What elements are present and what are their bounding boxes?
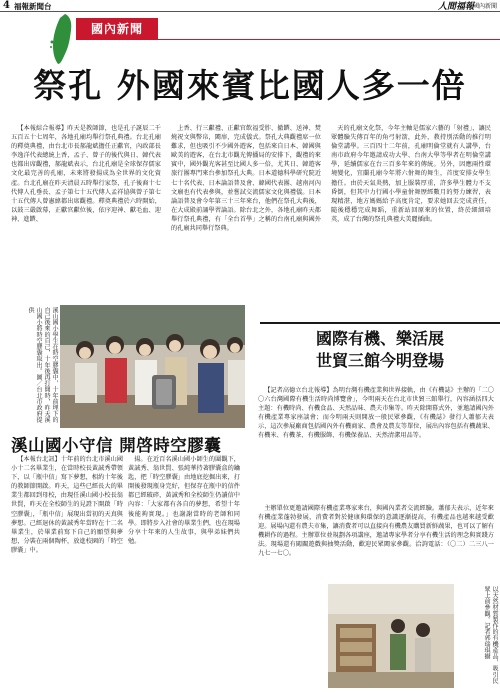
story3-column-1: 【記者高德立台北報導】為明台灣有機產業與世界接軌，由《有機誌》主辦的「二〇〇六台灣國際有機生活時尚博覽會」，今明兩天在台北市世貿三館舉行，內容涵括四大主題：有機時尚、有機食品、天然品味、農夫市集等。昨天除開幕式外，並邀請國內外有機產業專家座談會；而今明兩天則開放一般民眾參觀，《有機誌》發行人蕭郁夫表示，這次參展廠商包括國內外有機商家、農會及農友等單位，展出內容包括有機蔬果、有機米、有機茶、有機服飾、有機保養品、天然清潔用品等。 (258, 387, 494, 440)
section-divider (158, 39, 500, 40)
main-article-column-2: 上香、行三獻禮、正獻官飲福受胙、撤饌、送神、焚燒祝文與幣帛，闔扉，完成儀式。祭孔大典觀禮席一位難求，但也吸引不少國外遊客，包括來自日本、韓國與歐美的遊客，在台北市觀光傳播局的安排下，觀禮的來賓中，國外觀光客甚至比國人多一倍，尤其日、韓遊客旅行團專門來台參加祭孔大典。日本道德科學研究院近七十名代表、日本論語普及會、韓國代表團、越南河內文廟也有代表參與，並嘗試交流儒家文化與禮儀。日本論語普及會今年第三十三年來台，他們在祭孔大典後，在大成殿前誦學習論語。除台北之外，各地孔廟昨天都舉行祭孔典禮，有「全台首學」之稱的台南孔廟與國外的孔廟共同舉行祭典。 (171, 125, 321, 233)
story2-column-2: 揚。在近百名溪山國小師生的圍觀下，黃誠秀、翁世賢、張純華持著膠囊盒的鑰匙，把「時空膠囊」由地底挖掘出來，打開後發現瓶身完好，但保存在瓶中的信件都已經破碎，黃誠秀和全校師生仍讀信中內容：「大家都有各自的夢想，希望十年後能夠實現。」也謝謝當時的老師和同學。即將步入社會的畢業生們，也在現場分享十年來的人生故事，與學弟妹們共勉。 (128, 456, 240, 545)
story3-headline (260, 328, 500, 372)
organic-expo-photo (328, 584, 454, 688)
taiwan-map-icon (48, 12, 76, 66)
story3-column-2: 主辦單位更邀請國際有機產業專家來台，與國內業者交流經驗。蕭郁夫表示，近年來有機產業蓬勃發展，消費者對於健康與環保的意識逐漸提高，有機產品也越來越受歡迎。展場內還有農夫市集，讓消費者可以直接向有機農友購買新鮮蔬果，也可以了解有機耕作的過程。主辦單位並規劃各項講座，邀請專家學者分享有機生活的理念與實踐方法。現場還有闖關遊戲與抽獎活動，歡迎民眾闔家參觀。洽詢電話：（〇二）二三八一九七一七〇。 (258, 505, 494, 558)
masthead-subtitle: 國內新聞 (472, 3, 497, 10)
photo-caption-2: 以天然材質製作的有機產品，吸引民眾上前參觀。記者郭瑞琪攝 (483, 586, 498, 684)
page-header (0, 0, 500, 12)
photo-caption-1: 溪山國小學生在時空膠囊中，十年前埋下的自己後來的自己，十年後再打開時，昨天溪山國小將時空膠囊取出。圖／台北市政府提供 (27, 307, 58, 423)
time-capsule-photo (60, 305, 245, 428)
section-title: 國內新聞 (76, 18, 158, 40)
masthead-logo: 人間福報 (437, 2, 474, 12)
page-number: 4 (3, 0, 10, 11)
story2-headline: 溪山國小守信 開啓時空膠囊 (11, 436, 222, 455)
story3-headline-line2: 世貿三館今明登場 (315, 351, 444, 370)
story3-headline-line1: 國際有機、樂活展 (315, 329, 444, 348)
main-headline: 祭孔 外國來賓比國人多一倍 (33, 66, 467, 105)
main-article-column-3: 天的孔廟文化祭，今年主軸是儒家六藝的「射禮」，讓民眾體驗失傳百年的角弓射箭，此外，教持別活動的推行明倫堂講學。三百四十二年前，孔廟明倫堂就有人講學，台南市政府今年邀請成功大學、台南大學等學者在明倫堂講學，延續儒家在台三百多年來的傳統。另外，因應兩性環境變化，宜蘭孔廟今年將六佾舞的舞生，首度安排女學生擔任。由於天氣炎熱，加上服裝厚重，許多學生體力不支昏倒，但其中力行國小學童佾舞歷經數月的努力練習，表現精湛，地方媽媽給予高度肯定，要求她回去完成責任，隨後穩穩完成舞蹈，重新站回原來的位置，終於細細培英，成了台灣的祭孔典禮大美麗插曲。 (331, 125, 491, 223)
edition-label: 福報新聞台 (14, 2, 52, 11)
story2-column-1: 【本報台北訊】十年前的台北市溪山國小十二名畢業生，在當時校長黃誠秀帶領下，以「瓶中信」寫下夢想，相約十年後的教師節開啟。昨天，這些已經長大的畢業生都回到母校，由現任溪山國小校長翁世賢，昨天在全校師生的見證下開啟「時空膠囊」，「瓶中信」展現出當初的天真與夢想。己經退休的黃誠秀年當時在十二名畢業生，於畢業前寫下自己的願望與夢想，分裝在兩個陶杯，放進校園的「時空膠囊」中。 (11, 456, 123, 554)
main-article-column-1: 【本報綜合報導】昨天是教師節，也是孔子誕辰二千五百五十七周年，各地孔廟均舉行祭孔典禮。台北孔廟的釋奠典禮，由台北市長郝龍斌擔任正獻官，內政部長李逸洋代表總統上香，孟子、曾子的後代與日、韓代表也都出席觀禮，郝龍斌表示，台北孔廟是全球保存儒家文化最完善的孔廟，未來將發揚成為全世界的文化資產。台北孔廟在昨天清晨五時舉行家祭，孔子後裔十七代傳人孔垂長、孟子第七十五代傳人孟祥協與曾子第七十五代傳人曾憲緯都出席觀禮。釋奠典禮於六時開始，以鼓三嚴啟幕，正獻官獻位後，依序迎神、獻毛血、迎神、進饌、 (11, 125, 161, 223)
